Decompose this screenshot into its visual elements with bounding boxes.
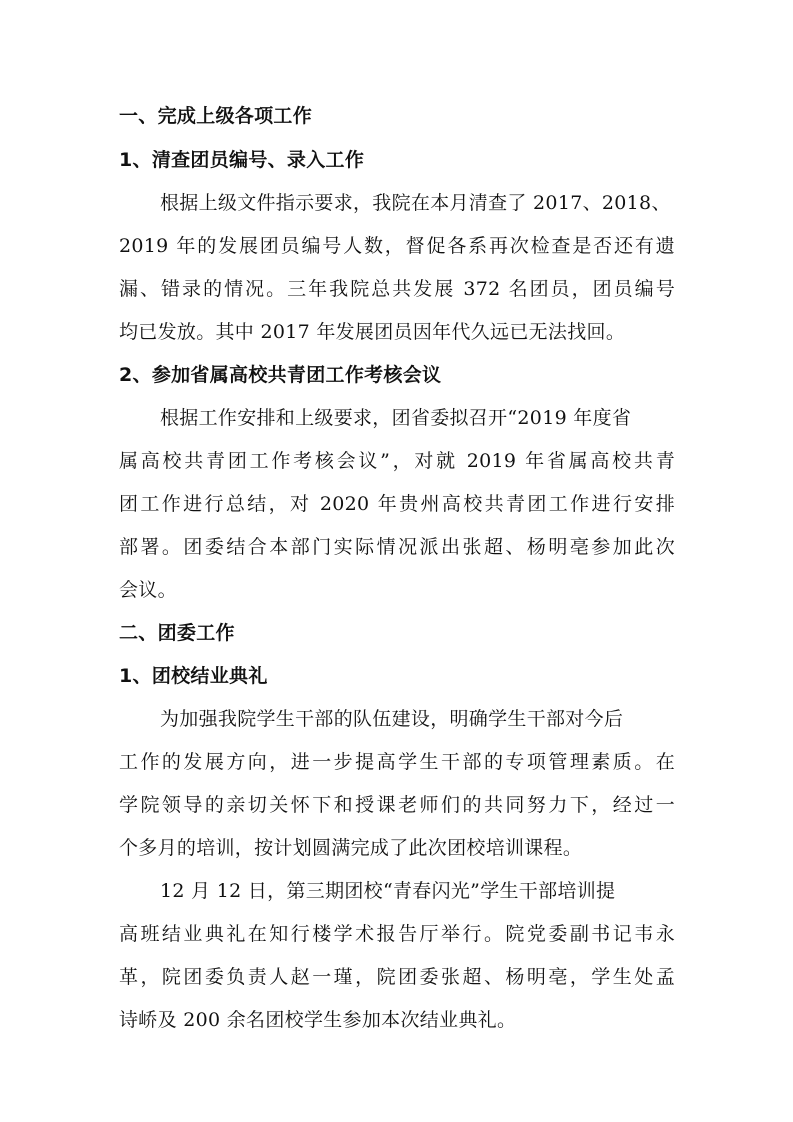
paragraph-line: 诗峤及 200 余名团校学生参加本次结业典礼。 <box>119 1009 517 1031</box>
subsection-1-2-title: 2、参加省属高校共青团工作考核会议 <box>119 364 442 386</box>
paragraph-line: 革，院团委负责人赵一瑾，院团委张超、杨明亳，学生处孟 <box>119 966 675 988</box>
paragraph-line: 部署。团委结合本部门实际情况派出张超、杨明亳参加此次 <box>119 536 675 558</box>
paragraph-line: 根据工作安排和上级要求，团省委拟召开“2019 年度省 <box>160 407 632 429</box>
paragraph-line: 12 月 12 日，第三期团校“青春闪光”学生干部培训提 <box>160 880 616 902</box>
paragraph-line: 团工作进行总结，对 2020 年贵州高校共青团工作进行安排 <box>119 493 675 515</box>
section-2-title: 二、团委工作 <box>119 622 235 644</box>
paragraph-line: 2019 年的发展团员编号人数，督促各系再次检查是否还有遗 <box>119 235 675 257</box>
paragraph-line: 均已发放。其中 2017 年发展团员因年代久远已无法找回。 <box>119 321 626 343</box>
paragraph-line: 个多月的培训，按计划圆满完成了此次团校培训课程。 <box>119 837 583 859</box>
paragraph-line: 工作的发展方向，进一步提高学生干部的专项管理素质。在 <box>119 751 675 773</box>
paragraph-line: 为加强我院学生干部的队伍建设，明确学生干部对今后 <box>160 708 624 730</box>
paragraph-line: 漏、错录的情况。三年我院总共发展 372 名团员，团员编号 <box>119 278 675 300</box>
subsection-1-1-title: 1、清查团员编号、录入工作 <box>119 149 365 171</box>
paragraph-line: 属高校共青团工作考核会议”，对就 2019 年省属高校共青 <box>119 450 675 472</box>
section-1-title: 一、完成上级各项工作 <box>119 105 313 127</box>
paragraph-line: 学院领导的亲切关怀下和授课老师们的共同努力下，经过一 <box>119 794 675 816</box>
paragraph-line: 根据上级文件指示要求，我院在本月清查了 2017、2018、 <box>160 192 671 214</box>
paragraph-line: 会议。 <box>119 579 177 601</box>
subsection-2-1-title: 1、团校结业典礼 <box>119 665 268 687</box>
paragraph-line: 高班结业典礼在知行楼学术报告厅举行。院党委副书记韦永 <box>119 923 675 945</box>
